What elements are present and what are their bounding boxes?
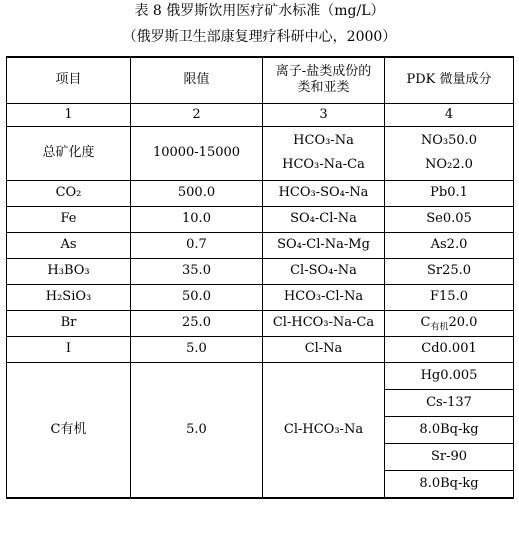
pdk-cell: Se0.05	[385, 206, 514, 232]
col-number: 4	[385, 103, 514, 126]
header-limit: 限值	[131, 57, 263, 103]
col-number: 3	[263, 103, 385, 126]
table-row	[7, 284, 514, 310]
header-item: 项目	[7, 57, 131, 103]
header-row	[7, 57, 514, 103]
pdk-cell: 8.0Bq-kg	[385, 416, 514, 443]
limit-cell: 25.0	[131, 310, 263, 336]
header-ion-line2: 类和亚类	[297, 80, 350, 96]
table-row	[7, 258, 514, 284]
item-cell: Fe	[7, 206, 131, 232]
header-ion-line1: 离子-盐类成份的	[275, 64, 372, 80]
ion-cell: Cl-SO₄-Na	[263, 258, 385, 284]
table-row	[7, 336, 514, 362]
ion-cell: Cl-HCO₃-Na-Ca	[263, 310, 385, 336]
table-row	[7, 310, 514, 336]
pdk-cell: Cs-137	[385, 389, 514, 416]
limit-cell: 35.0	[131, 258, 263, 284]
item-cell: C有机	[7, 362, 131, 498]
header-ion-class	[263, 57, 385, 103]
table-title: 表 8 俄罗斯饮用医疗矿水标准（mg/L）	[134, 3, 385, 19]
ion-cell: Cl-HCO₃-Na	[263, 362, 385, 498]
header-pdk: PDK 微量成分	[385, 57, 514, 103]
pdk-cell: F15.0	[385, 284, 514, 310]
pdk-cell: As2.0	[385, 232, 514, 258]
limit-cell: 500.0	[131, 180, 263, 206]
item-cell: As	[7, 232, 131, 258]
ion-cell: Cl-Na	[263, 336, 385, 362]
item-cell: 总矿化度	[7, 126, 131, 180]
pdk-main: C	[420, 315, 431, 330]
table-row	[7, 362, 514, 389]
ion-line: HCO₃-Na-Ca	[282, 157, 365, 172]
pdk-cell: Hg0.005	[385, 362, 514, 389]
limit-cell: 10.0	[131, 206, 263, 232]
number-row	[7, 103, 514, 126]
item-cell: Br	[7, 310, 131, 336]
ion-cell: HCO₃-SO₄-Na	[263, 180, 385, 206]
ion-cell: SO₄-Cl-Na	[263, 206, 385, 232]
table-row	[7, 180, 514, 206]
pdk-cell	[385, 310, 514, 336]
pdk-cell: Pb0.1	[385, 180, 514, 206]
pdk-line: NO₂2.0	[425, 157, 473, 172]
pdk-cell: Sr-90	[385, 443, 514, 470]
ion-cell: HCO₃-Cl-Na	[263, 284, 385, 310]
pdk-value: 20.0	[448, 315, 478, 330]
limit-cell: 10000-15000	[131, 126, 263, 180]
col-number: 2	[131, 103, 263, 126]
standards-table	[6, 56, 514, 499]
item-cell: I	[7, 336, 131, 362]
limit-cell: 5.0	[131, 336, 263, 362]
pdk-subscript: 有机	[430, 322, 449, 333]
ion-cell: SO₄-Cl-Na-Mg	[263, 232, 385, 258]
pdk-line: NO₃50.0	[420, 133, 478, 148]
limit-cell: 5.0	[131, 362, 263, 498]
pdk-cell: Sr25.0	[385, 258, 514, 284]
ion-cell	[263, 126, 385, 180]
pdk-cell	[385, 126, 514, 180]
pdk-cell: Cd0.001	[385, 336, 514, 362]
ion-line: HCO₃-Na	[293, 133, 354, 148]
table-subtitle: （俄罗斯卫生部康复理疗科研中心，2000）	[122, 29, 397, 45]
item-cell: CO₂	[7, 180, 131, 206]
limit-cell: 0.7	[131, 232, 263, 258]
pdk-cell: 8.0Bq-kg	[385, 470, 514, 498]
item-cell: H₃BO₃	[7, 258, 131, 284]
item-cell: H₂SiO₃	[7, 284, 131, 310]
table-row	[7, 232, 514, 258]
table-row	[7, 126, 514, 180]
table-row	[7, 206, 514, 232]
col-number: 1	[7, 103, 131, 126]
limit-cell: 50.0	[131, 284, 263, 310]
